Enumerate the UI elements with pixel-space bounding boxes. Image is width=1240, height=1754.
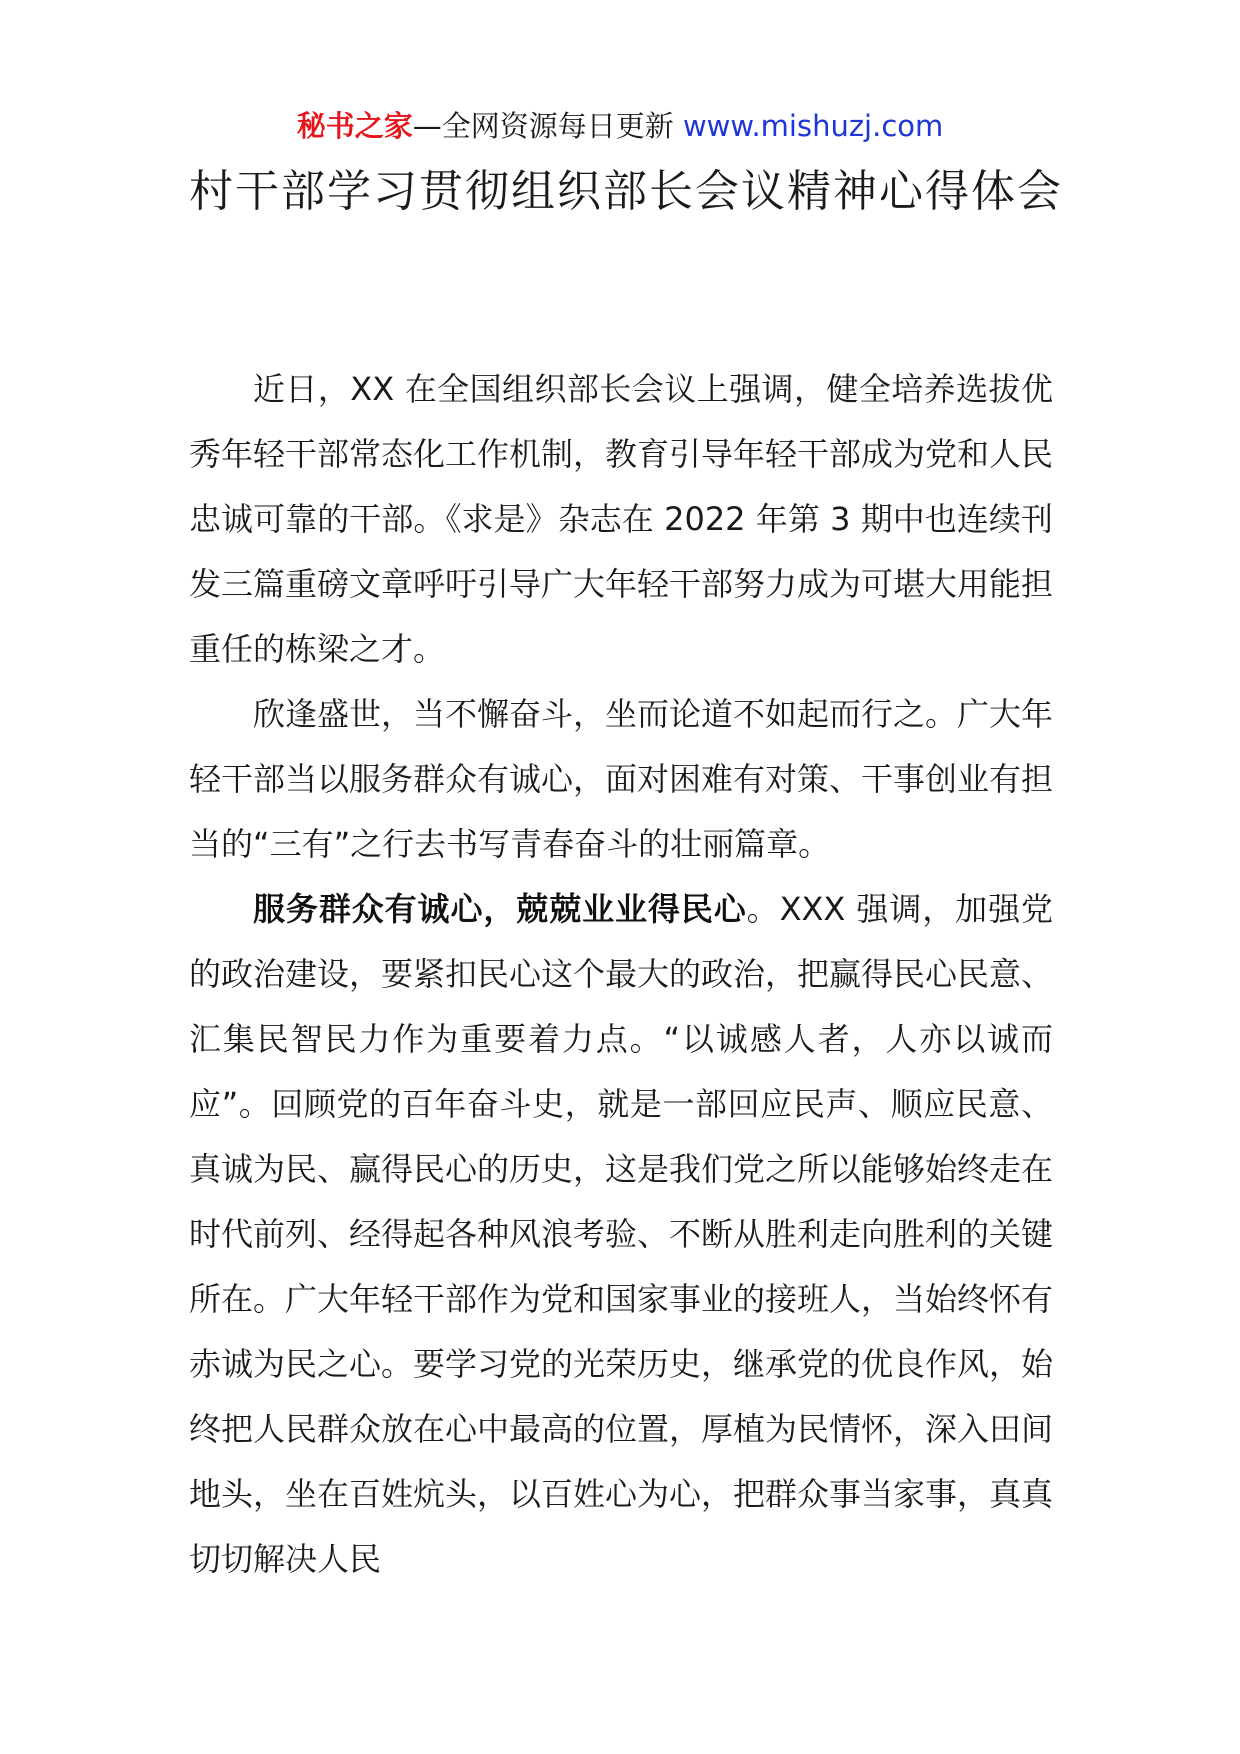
site-tagline: —全网资源每日更新: [412, 109, 683, 143]
site-url-link[interactable]: www.mishuzj.com: [682, 109, 944, 143]
site-header: [0, 106, 1240, 146]
paragraph-1: [189, 357, 1053, 682]
site-brand: 秘书之家: [296, 109, 413, 143]
paragraph-3-text: 。XXX 强调，加强党的政治建设，要紧扣民心这个最大的政治，把赢得民心民意、汇集民智民力作为重要着力点。“以诚感人者，人亦以诚而应”。回顾党的百年奋斗史，就是一部回应民声、顺应民意、真诚为民、赢得民心的历史，这是我们党之所以能够始终走在时代前列、经得起各种风浪考验、不断从胜利走向胜利的关键所在。广大年轻干部作为党和国家事业的接班人，当始终怀有赤诚为民之心。要学习党的光荣历史，继承党的优良作风，始终把人民群众放在心中最高的位置，厚植为民情怀，深入田间地头，坐在百姓炕头，以百姓心为心，把群众事当家事，真真切切解决人民: [189, 890, 1054, 1578]
paragraph-2-text: 欣逢盛世，当不懈奋斗，坐而论道不如起而行之。广大年轻干部当以服务群众有诚心，面对困难有对策、干事创业有担当的“三有”之行去书写青春奋斗的壮丽篇章。: [189, 695, 1054, 863]
paragraph-2: [189, 682, 1053, 877]
paragraph-3-lead: 服务群众有诚心，兢兢业业得民心: [253, 890, 747, 928]
document-title: 村干部学习贯彻组织部长会议精神心得体会: [189, 166, 1063, 217]
paragraph-3: [189, 877, 1053, 1592]
paragraph-1-text: 近日，XX 在全国组织部长会议上强调，健全培养选拔优秀年轻干部常态化工作机制，教育引导年轻干部成为党和人民忠诚可靠的干部。《求是》杂志在 2022 年第 3 期中也连续刊发三篇重磅文章呼吁引导广大年轻干部努力成为可堪大用能担重任的栋梁之才。: [189, 370, 1054, 668]
document-body: [189, 357, 1053, 1592]
